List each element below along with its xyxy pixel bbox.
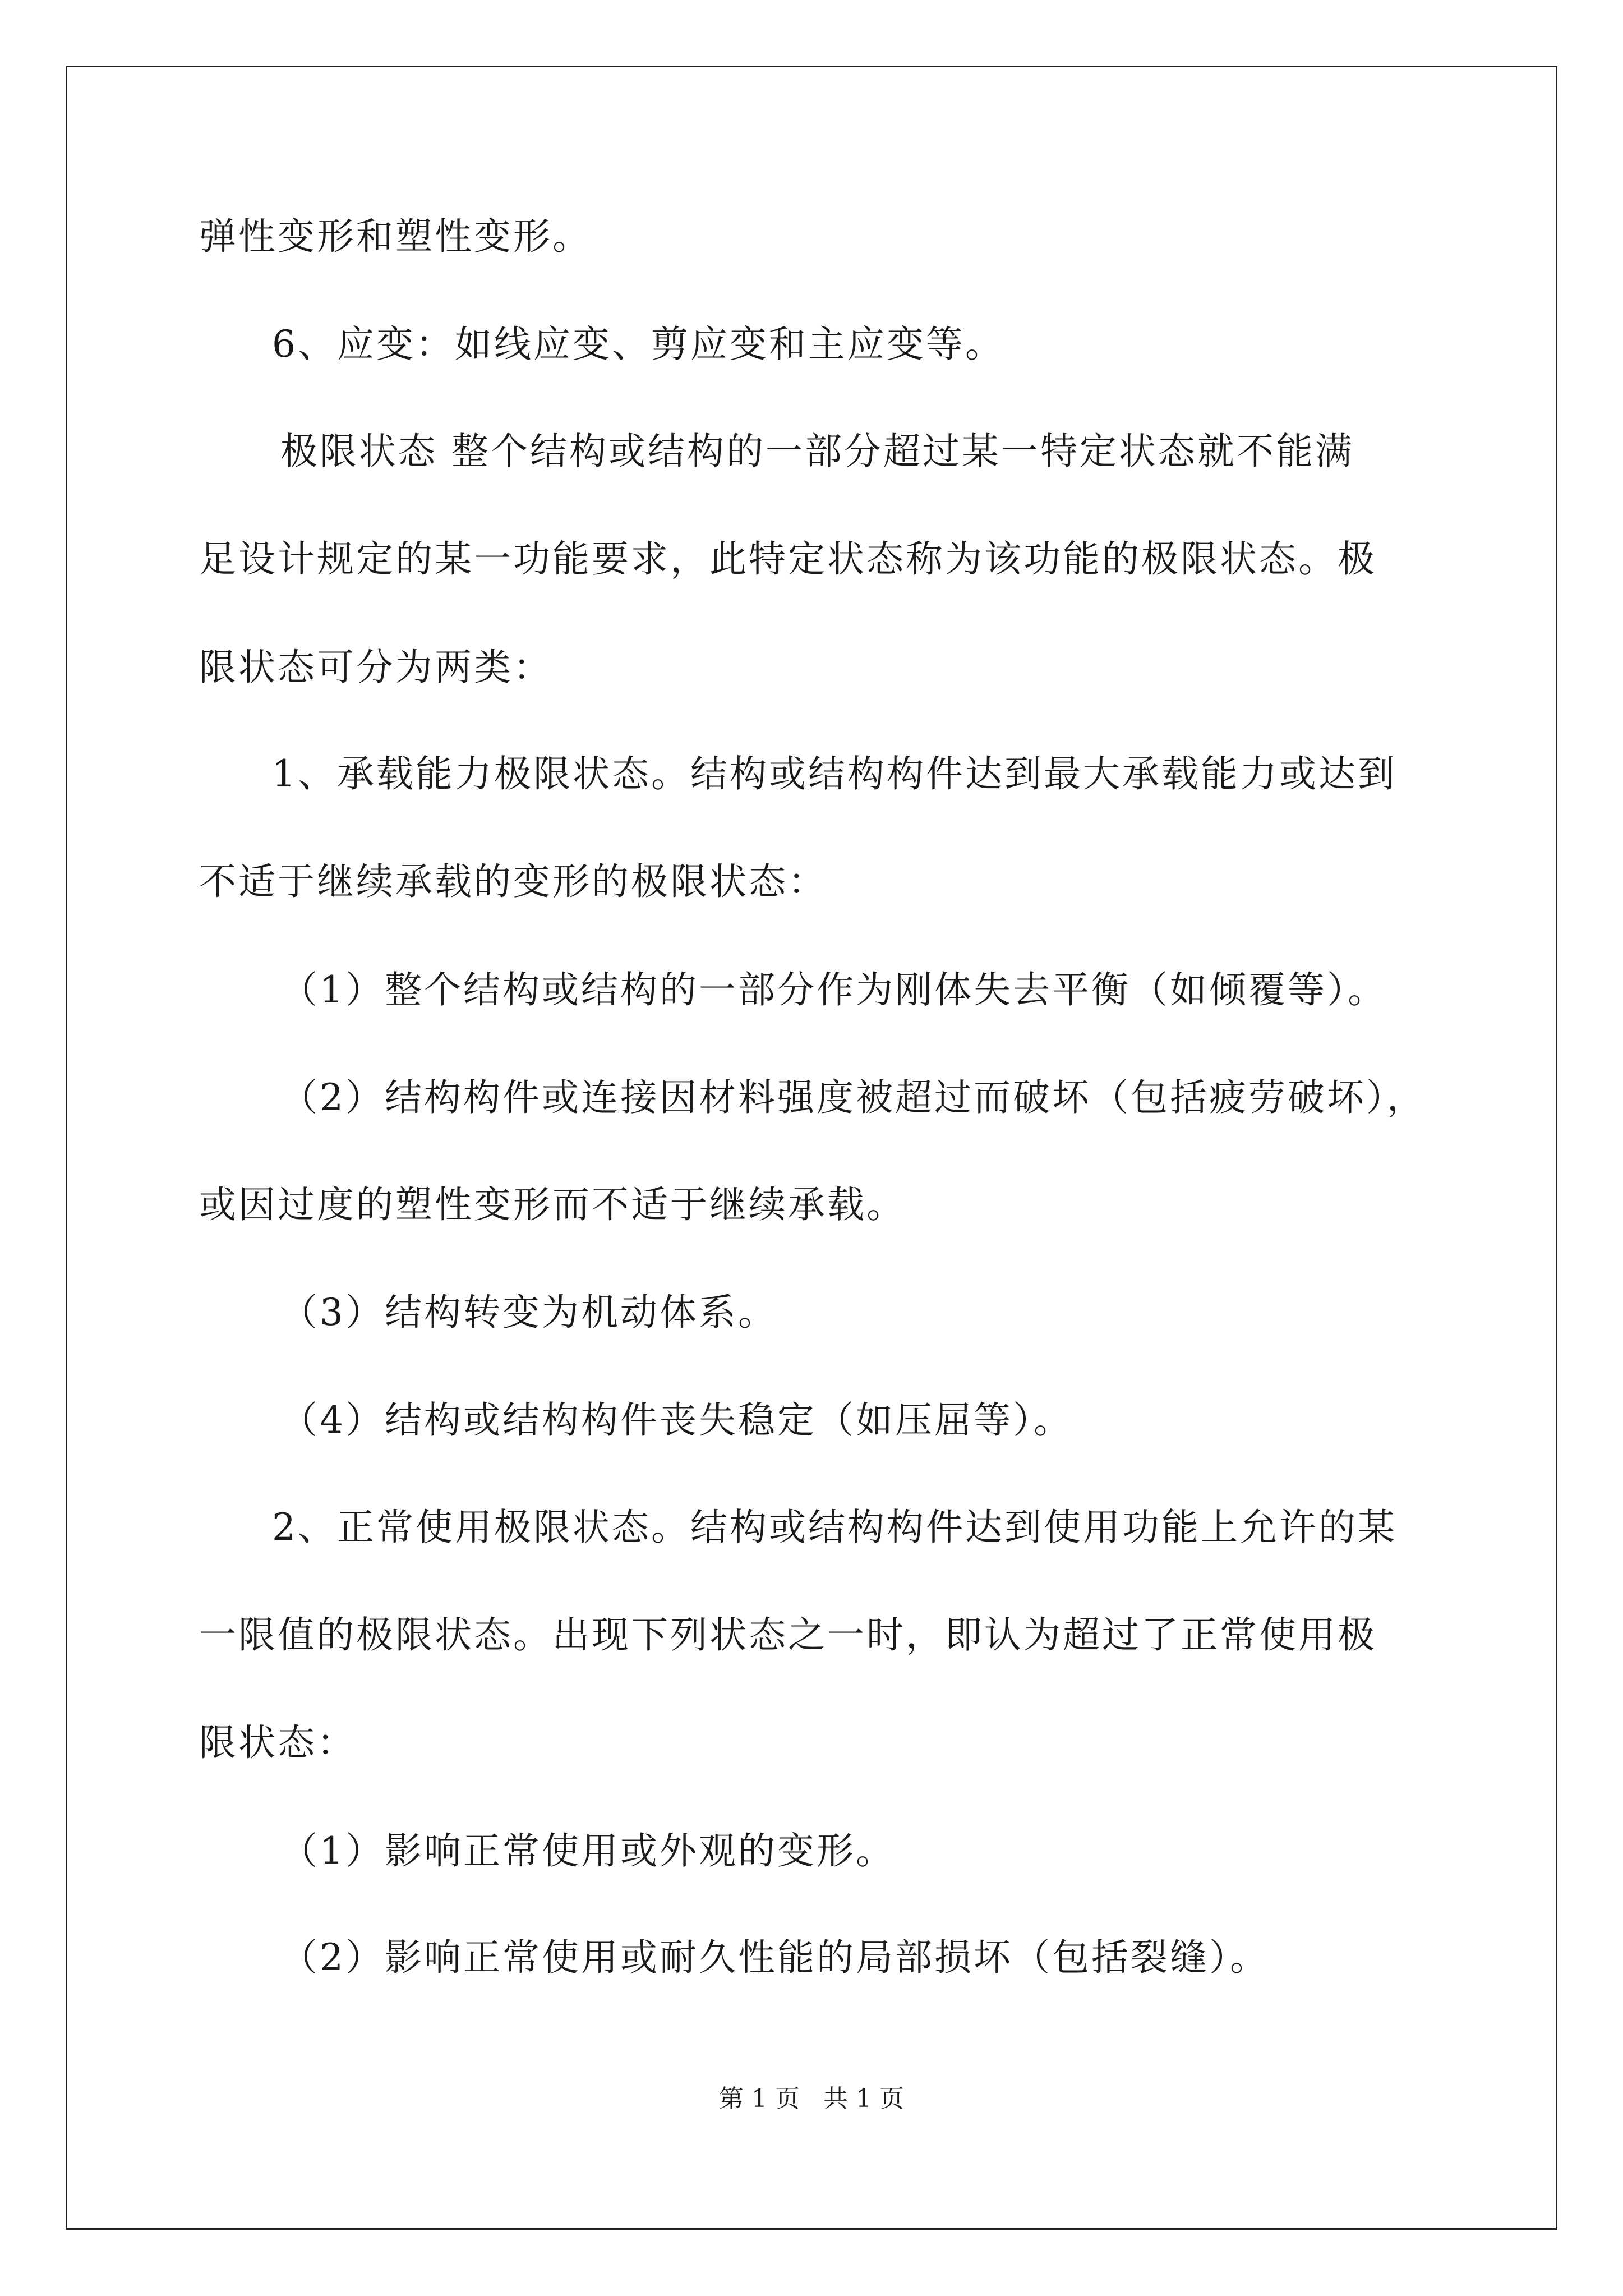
list-item: （2）影响正常使用或耐久性能的局部损坏（包括裂缝）。	[280, 1936, 1269, 1979]
page-footer: 第 1 页 共 1 页	[719, 2085, 904, 2113]
text-line: 不适于继续承载的变形的极限状态：	[199, 860, 827, 903]
text-line: 足设计规定的某一功能要求，此特定状态称为该功能的极限状态。极	[199, 537, 1377, 581]
text-line: 2、正常使用极限状态。结构或结构构件达到使用功能上允许的某	[272, 1506, 1397, 1549]
text-line: 6、应变：如线应变、剪应变和主应变等。	[272, 323, 1004, 366]
text-line: 弹性变形和塑性变形。	[199, 215, 592, 258]
list-item: （3）结构转变为机动体系。	[280, 1291, 777, 1334]
text-line: 或因过度的塑性变形而不适于继续承载。	[199, 1183, 906, 1226]
text-line: 限状态：	[199, 1721, 356, 1764]
section-heading-limit-state: 极限状态 整个结构或结构的一部分超过某一特定状态就不能满	[280, 430, 1354, 473]
text-line: 限状态可分为两类：	[199, 646, 552, 689]
list-item: （1）整个结构或结构的一部分作为刚体失去平衡（如倾覆等）。	[280, 968, 1387, 1011]
list-item: （4）结构或结构构件丧失稳定（如压屈等）。	[280, 1398, 1073, 1442]
list-item: （2）结构构件或连接因材料强度被超过而破坏（包括疲劳破坏），	[280, 1076, 1426, 1119]
text-line: 1、承载能力极限状态。结构或结构构件达到最大承载能力或达到	[272, 752, 1397, 795]
page-border	[66, 66, 1557, 2230]
text-line: 一限值的极限状态。出现下列状态之一时，即认为超过了正常使用极	[199, 1613, 1377, 1657]
list-item: （1）影响正常使用或外观的变形。	[280, 1829, 895, 1872]
